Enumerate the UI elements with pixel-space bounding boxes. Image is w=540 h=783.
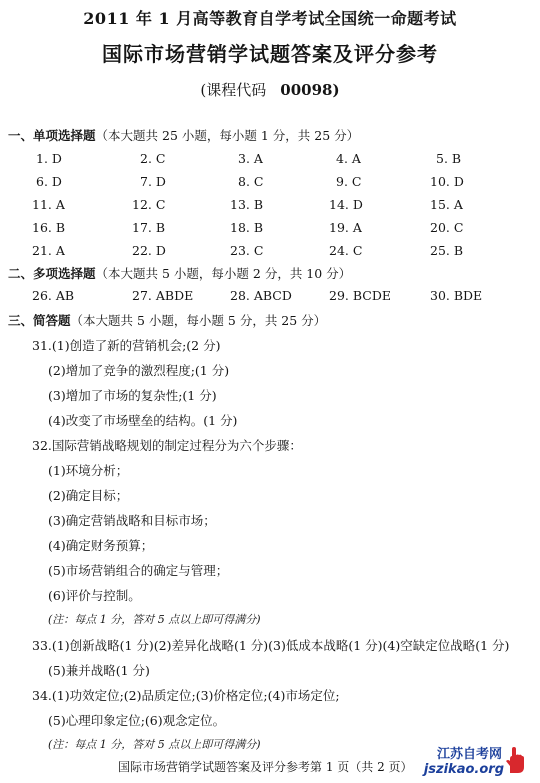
answer-row [0,151,540,171]
answer-cell: 8. C [238,174,264,189]
scoring-note: (注：每点 1 分，答对 5 点以上即可得满分) [48,613,261,626]
answer-cell: 21. A [32,243,65,258]
answer-line: (3)确定营销战略和目标市场； [48,513,216,528]
exam-title: 2011 年 1 月高等教育自学考试全国统一命题考试 [83,9,457,28]
answer-cell: 14. D [329,197,363,212]
red-hand-icon [504,745,526,775]
section2-title: 二、多项选择题 [8,266,96,281]
course-code-line [0,79,540,100]
answer-line: (5)心理印象定位;(6)观念定位。 [48,713,226,728]
answer-line: (2)增加了竞争的激烈程度;(1 分) [48,363,230,378]
answer-cell: 26. AB [32,288,75,303]
section3-desc: （本大题共 5 小题，每小题 5 分，共 25 分） [70,313,327,328]
answer-cell: 25. B [430,243,464,258]
answer-cell: 19. A [329,220,362,235]
course-code-value: 00098) [280,81,340,99]
answer-line: (5)市场营销组合的确定与管理； [48,563,229,578]
answer-cell: 7. D [140,174,166,189]
answer-cell: 28. ABCD [230,288,292,303]
answer-row [0,243,540,263]
answer-cell: 11. A [32,197,65,212]
answer-line: 33.(1)创新战略(1 分)(2)差异化战略(1 分)(3)低成本战略(1 分)(4)空缺定位战略(1 分) [32,638,510,653]
answer-line: 34.(1)功效定位;(2)品质定位;(3)价格定位;(4)市场定位; [32,688,340,703]
answer-row [0,288,540,308]
answer-cell: 27. ABDE [132,288,194,303]
section1-desc: （本大题共 25 小题，每小题 1 分，共 25 分） [95,128,360,143]
section2-desc: （本大题共 5 小题，每小题 2 分，共 10 分） [95,266,352,281]
answer-cell: 6. D [36,174,62,189]
answer-cell: 1. D [36,151,62,166]
answer-cell: 10. D [430,174,464,189]
watermark-name: 江苏自考网 [436,747,502,762]
answer-line: (2)确定目标； [48,488,129,503]
answer-line: 32.国际营销战略规划的制定过程分为六个步骤： [32,438,302,453]
section3-title: 三、简答题 [8,313,71,328]
answer-cell: 18. B [230,220,264,235]
answer-cell: 2. C [140,151,166,166]
answer-cell: 12. C [132,197,166,212]
answer-cell: 17. B [132,220,166,235]
answer-cell: 29. BCDE [329,288,391,303]
page-footer: 国际市场营销学试题答案及评分参考第 1 页（共 2 页） [118,760,413,774]
answer-cell: 22. D [132,243,166,258]
answer-cell: 9. C [336,174,362,189]
answer-row [0,220,540,240]
answer-row [0,174,540,194]
section1-title: 一、单项选择题 [8,128,96,143]
answer-cell: 23. C [230,243,264,258]
answer-cell: 13. B [230,197,264,212]
section3-heading [8,311,326,329]
answer-line: (6)评价与控制。 [48,588,141,603]
answer-cell: 20. C [430,220,464,235]
answer-line: (3)增加了市场的复杂性;(1 分) [48,388,217,403]
section2-heading [8,264,351,282]
answer-cell: 5. B [436,151,462,166]
answer-cell: 4. A [336,151,361,166]
answer-line: (1)环境分析； [48,463,129,478]
answer-cell: 30. BDE [430,288,483,303]
answer-line: 31.(1)创造了新的营销机会;(2 分) [32,338,221,353]
answer-cell: 3. A [238,151,263,166]
answer-line: (5)兼并战略(1 分) [48,663,150,678]
scoring-note: (注：每点 1 分，答对 5 点以上即可得满分) [48,738,261,751]
answer-cell: 16. B [32,220,66,235]
answer-line: (4)确定财务预算； [48,538,154,553]
watermark-url: jszikao.org [423,762,504,777]
answer-line: (4)改变了市场壁垒的结构。(1 分) [48,413,238,428]
site-watermark-logo [408,743,526,781]
answer-row [0,197,540,217]
course-code-label: (课程代码 [200,81,267,99]
document-title: 国际市场营销学试题答案及评分参考 [102,42,438,66]
answer-cell: 24. C [329,243,363,258]
section1-heading [8,126,359,144]
answer-cell: 15. A [430,197,463,212]
